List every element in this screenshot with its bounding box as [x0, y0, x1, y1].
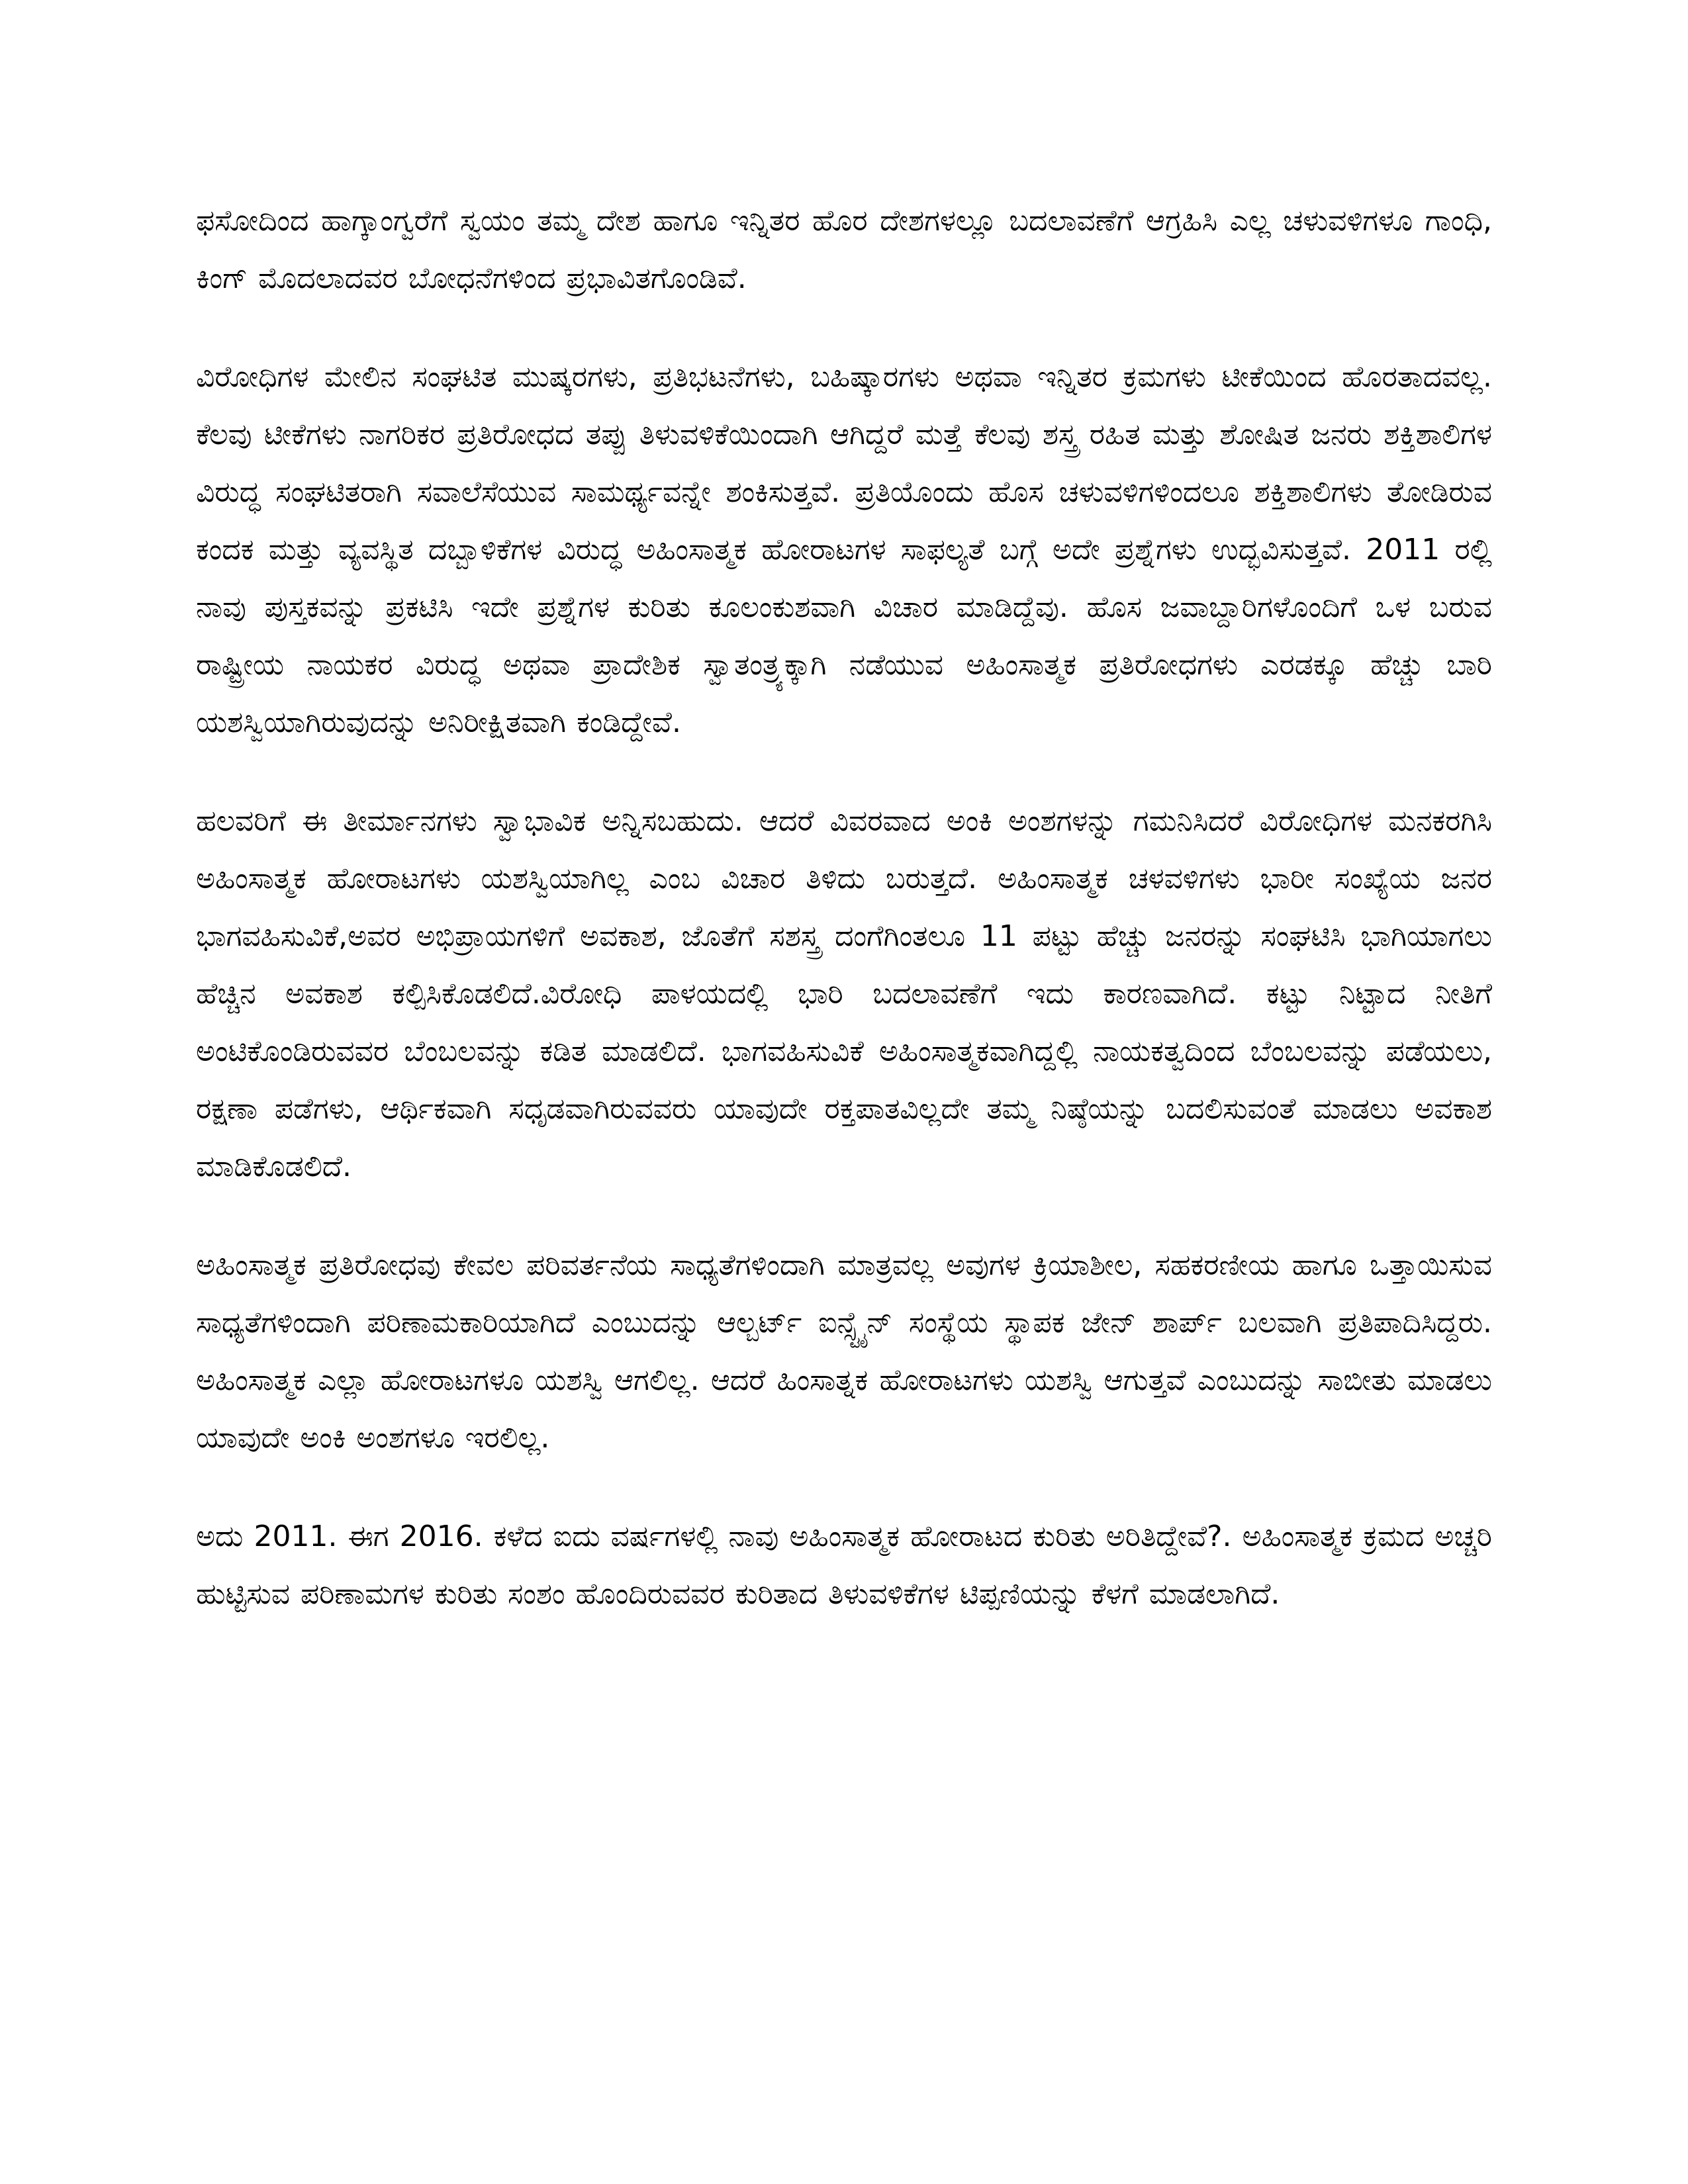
- paragraph: ವಿರೋಧಿಗಳ ಮೇಲಿನ ಸಂಘಟಿತ ಮುಷ್ಕರಗಳು, ಪ್ರತಿಭಟನೆಗಳು, ಬಹಿಷ್ಕಾರಗಳು ಅಥವಾ ಇನ್ನಿತರ ಕ್ರಮಗಳು ಟೀಕೆಯಿಂದ ಹೊರತಾದವಲ್ಲ. ಕೆಲವು ಟೀಕೆಗಳು ನಾಗರಿಕರ ಪ್ರತಿರೋಧದ ತಪ್ಪು ತಿಳುವಳಿಕೆಯಿಂದಾಗಿ ಆಗಿದ್ದರೆ ಮತ್ತೆ ಕೆಲವು ಶಸ್ತ್ರ ರಹಿತ ಮತ್ತು ಶೋಷಿತ ಜನರು ಶಕ್ತಿಶಾಲಿಗಳ ವಿರುದ್ಧ ಸಂಘಟಿತರಾಗಿ ಸವಾಲೆಸೆಯುವ ಸಾಮರ್ಥ್ಯವನ್ನೇ ಶಂಕಿಸುತ್ತವೆ. ಪ್ರತಿಯೊಂದು ಹೊಸ ಚಳುವಳಿಗಳಿಂದಲೂ ಶಕ್ತಿಶಾಲಿಗಳು ತೋಡಿರುವ ಕಂದಕ ಮತ್ತು ವ್ಯವಸ್ಥಿತ ದಬ್ಬಾಳಿಕೆಗಳ ವಿರುದ್ಧ ಅಹಿಂಸಾತ್ಮಕ ಹೋರಾಟಗಳ ಸಾಫಲ್ಯತೆ ಬಗ್ಗೆ ಅದೇ ಪ್ರಶ್ನೆಗಳು ಉದ್ಭವಿಸುತ್ತವೆ. 2011 ರಲ್ಲಿ ನಾವು ಪುಸ್ತಕವನ್ನು ಪ್ರಕಟಿಸಿ ಇದೇ ಪ್ರಶ್ನೆಗಳ ಕುರಿತು ಕೂಲಂಕುಶವಾಗಿ ವಿಚಾರ ಮಾಡಿದ್ದೆವು. ಹೊಸ ಜವಾಬ್ದಾರಿಗಳೊಂದಿಗೆ ಒಳ ಬರುವ ರಾಷ್ಟ್ರೀಯ ನಾಯಕರ ವಿರುದ್ಧ ಅಥವಾ ಪ್ರಾದೇಶಿಕ ಸ್ವಾತಂತ್ರ್ಯಕ್ಕಾಗಿ ನಡೆಯುವ ಅಹಿಂಸಾತ್ಮಕ ಪ್ರತಿರೋಧಗಳು ಎರಡಕ್ಕೂ ಹೆಚ್ಚು ಬಾರಿ ಯಶಸ್ವಿಯಾಗಿರುವುದನ್ನು ಅನಿರೀಕ್ಷಿತವಾಗಿ ಕಂಡಿದ್ದೇವೆ.: [196, 360, 1492, 739]
- paragraph: ಅಹಿಂಸಾತ್ಮಕ ಪ್ರತಿರೋಧವು ಕೇವಲ ಪರಿವರ್ತನೆಯ ಸಾಧ್ಯತೆಗಳಿಂದಾಗಿ ಮಾತ್ರವಲ್ಲ ಅವುಗಳ ಕ್ರಿಯಾಶೀಲ, ಸಹಕರಣೀಯ ಹಾಗೂ ಒತ್ತಾಯಿಸುವ ಸಾಧ್ಯತೆಗಳಿಂದಾಗಿ ಪರಿಣಾಮಕಾರಿಯಾಗಿದೆ ಎಂಬುದನ್ನು ಆಲ್ಬರ್ಟ್ ಐನ್ಸ್ಟೈನ್ ಸಂಸ್ಥೆಯ ಸ್ಥಾಪಕ ಜೇನ್ ಶಾರ್ಪ್ ಬಲವಾಗಿ ಪ್ರತಿಪಾದಿಸಿದ್ದರು. ಅಹಿಂಸಾತ್ಮಕ ಎಲ್ಲಾ ಹೋರಾಟಗಳೂ ಯಶಸ್ವಿ ಆಗಲಿಲ್ಲ. ಆದರೆ ಹಿಂಸಾತ್ನಕ ಹೋರಾಟಗಳು ಯಶಸ್ವಿ ಆಗುತ್ತವೆ ಎಂಬುದನ್ನು ಸಾಬೀತು ಮಾಡಲು ಯಾವುದೇ ಅಂಕಿ ಅಂಶಗಳೂ ಇರಲಿಲ್ಲ.: [196, 1248, 1492, 1455]
- paragraph: ಹಲವರಿಗೆ ಈ ತೀರ್ಮಾನಗಳು ಸ್ವಾಭಾವಿಕ ಅನ್ನಿಸಬಹುದು. ಆದರೆ ವಿವರವಾದ ಅಂಕಿ ಅಂಶಗಳನ್ನು ಗಮನಿಸಿದರೆ ವಿರೋಧಿಗಳ ಮನಕರಗಿಸಿ ಅಹಿಂಸಾತ್ಮಕ ಹೋರಾಟಗಳು ಯಶಸ್ವಿಯಾಗಿಲ್ಲ ಎಂಬ ವಿಚಾರ ತಿಳಿದು ಬರುತ್ತದೆ. ಅಹಿಂಸಾತ್ಮಕ ಚಳವಳಿಗಳು ಭಾರೀ ಸಂಖ್ಯೆಯ ಜನರ ಭಾಗವಹಿಸುವಿಕೆ,ಅವರ ಅಭಿಪ್ರಾಯಗಳಿಗೆ ಅವಕಾಶ, ಜೊತೆಗೆ ಸಶಸ್ತ್ರ ದಂಗೆಗಿಂತಲೂ 11 ಪಟ್ಟು ಹೆಚ್ಚು ಜನರನ್ನು ಸಂಘಟಿಸಿ ಭಾಗಿಯಾಗಲು ಹೆಚ್ಚಿನ ಅವಕಾಶ ಕಲ್ಪಿಸಿಕೊಡಲಿದೆ.ವಿರೋಧಿ ಪಾಳಯದಲ್ಲಿ ಭಾರಿ ಬದಲಾವಣೆಗೆ ಇದು ಕಾರಣವಾಗಿದೆ. ಕಟ್ಟು ನಿಟ್ಟಾದ ನೀತಿಗೆ ಅಂಟಿಕೊಂಡಿರುವವರ ಬೆಂಬಲವನ್ನು ಕಡಿತ ಮಾಡಲಿದೆ. ಭಾಗವಹಿಸುವಿಕೆ ಅಹಿಂಸಾತ್ಮಕವಾಗಿದ್ದಲ್ಲಿ ನಾಯಕತ್ವದಿಂದ ಬೆಂಬಲವನ್ನು ಪಡೆಯಲು, ರಕ್ಷಣಾ ಪಡೆಗಳು, ಆರ್ಥಿಕವಾಗಿ ಸಧೃಡವಾಗಿರುವವರು ಯಾವುದೇ ರಕ್ತಪಾತವಿಲ್ಲದೇ ತಮ್ಮ ನಿಷ್ಠೆಯನ್ನು ಬದಲಿಸುವಂತೆ ಮಾಡಲು ಅವಕಾಶ ಮಾಡಿಕೊಡಲಿದೆ.: [196, 804, 1492, 1183]
- document-body: [196, 192, 1492, 1664]
- paragraph: ಅದು 2011. ಈಗ 2016. ಕಳೆದ ಐದು ವರ್ಷಗಳಲ್ಲಿ ನಾವು ಅಹಿಂಸಾತ್ಮಕ ಹೋರಾಟದ ಕುರಿತು ಅರಿತಿದ್ದೇವೆ?. ಅಹಿಂಸಾತ್ಮಕ ಕ್ರಮದ ಅಚ್ಚರಿ ಹುಟ್ಟಿಸುವ ಪರಿಣಾಮಗಳ ಕುರಿತು ಸಂಶಂ ಹೊಂದಿರುವವರ ಕುರಿತಾದ ತಿಳುವಳಿಕೆಗಳ ಟಿಪ್ಪಣಿಯನ್ನು ಕೆಳಗೆ ಮಾಡಲಾಗಿದೆ.: [196, 1520, 1492, 1611]
- paragraph: ಫಸೋದಿಂದ ಹಾಗ್ಕಾಂಗ್ವರೆಗೆ ಸ್ವಯಂ ತಮ್ಮ ದೇಶ ಹಾಗೂ ಇನ್ನಿತರ ಹೊರ ದೇಶಗಳಲ್ಲೂ ಬದಲಾವಣೆಗೆ ಆಗ್ರಹಿಸಿ ಎಲ್ಲ ಚಳುವಳಿಗಳೂ ಗಾಂಧಿ, ಕಿಂಗ್ ಮೊದಲಾದವರ ಬೋಧನೆಗಳಿಂದ ಪ್ರಭಾವಿತಗೊಂಡಿವೆ.: [196, 204, 1492, 295]
